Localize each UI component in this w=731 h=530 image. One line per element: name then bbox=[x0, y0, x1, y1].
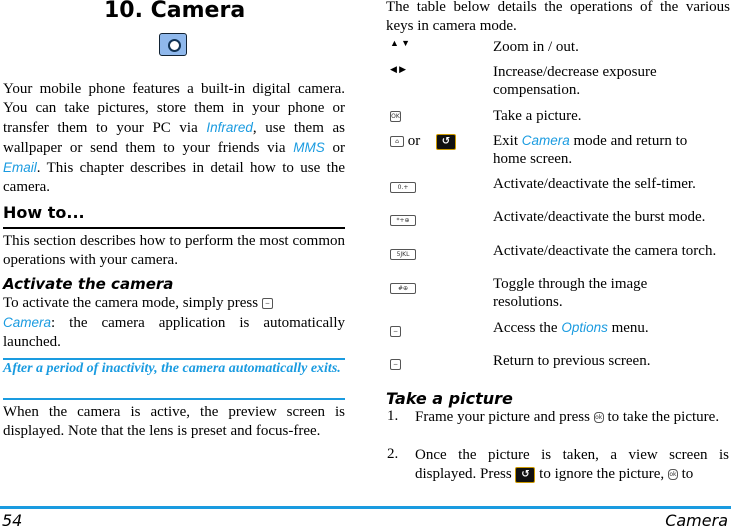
take-picture-heading: Take a picture bbox=[386, 389, 513, 408]
key-desc: Return to previous screen. bbox=[493, 353, 651, 369]
end-key-icon: ⌂ bbox=[390, 136, 404, 147]
left-softkey-icon: − bbox=[390, 326, 401, 337]
key-desc: Take a picture. bbox=[493, 108, 582, 124]
table-intro: The table below details the operations of the various keys in camera mode. bbox=[386, 0, 730, 34]
up-down-keys: ▲ ▼ bbox=[390, 38, 411, 48]
key-hash-icon: #⊕ bbox=[390, 283, 416, 294]
activate-text: To activate the camera mode, simply press − Camera: the camera application is automatically launched. bbox=[3, 295, 345, 350]
camera-icon bbox=[159, 33, 187, 56]
key-0-icon: 0.+ bbox=[390, 182, 416, 193]
key-desc: Exit Camera mode and return to home screen. bbox=[493, 133, 688, 167]
softkey-icon: − bbox=[262, 298, 273, 309]
intro-paragraph: Your mobile phone features a built-in digital camera. You can take pictures, store them in your phone or transfer them to your PC via Infrared, use them as wallpaper or send them to your friends via MMS or Email. This chapter describes in detail how to use the camera. bbox=[3, 81, 346, 195]
key-desc: Toggle through the image resolutions. bbox=[493, 276, 648, 310]
key-desc: Activate/deactivate the self-timer. bbox=[493, 176, 696, 192]
back-key-icon: ↺ bbox=[436, 134, 456, 150]
key-desc: Increase/decrease exposure compensation. bbox=[493, 64, 657, 98]
activate-heading: Activate the camera bbox=[3, 275, 174, 293]
ok-key-icon: ok bbox=[669, 471, 677, 479]
mms-link[interactable]: MMS bbox=[293, 140, 325, 155]
note: After a period of inactivity, the camera automatically exits. bbox=[3, 361, 341, 376]
footer-rule bbox=[0, 506, 731, 509]
divider bbox=[3, 227, 345, 229]
chapter-title: 10. Camera bbox=[104, 0, 246, 23]
camera-link[interactable]: Camera bbox=[3, 315, 52, 330]
note-rule-bottom bbox=[3, 398, 345, 400]
infrared-link[interactable]: Infrared bbox=[206, 120, 253, 135]
key-5-icon: 5JKL bbox=[390, 249, 416, 260]
key-desc: Access the Options menu. bbox=[493, 320, 649, 336]
step-2: Once the picture is taken, a view screen is displayed. Press ↺ to ignore the picture, ok to bbox=[415, 447, 729, 482]
footer-section: Camera bbox=[665, 511, 728, 530]
ok-key-icon: OK bbox=[391, 113, 400, 121]
key-desc: Zoom in / out. bbox=[493, 39, 579, 55]
key-desc: Activate/deactivate the camera torch. bbox=[493, 243, 717, 259]
step-2-number: 2. bbox=[387, 446, 399, 462]
right-softkey-icon: − bbox=[390, 359, 401, 370]
key-desc: Activate/deactivate the burst mode. bbox=[493, 209, 706, 225]
step-1-number: 1. bbox=[387, 408, 399, 424]
left-right-keys: ◀ ▶ bbox=[390, 64, 407, 74]
options-link[interactable]: Options bbox=[561, 320, 608, 335]
step-1: Frame your picture and press ok to take the picture. bbox=[415, 409, 720, 425]
or-label: or bbox=[407, 133, 421, 149]
email-link[interactable]: Email bbox=[3, 160, 37, 175]
howto-heading: How to... bbox=[3, 203, 85, 222]
active-text: When the camera is active, the preview screen is displayed. Note that the lens is preset and focus-free. bbox=[3, 404, 345, 439]
howto-text: This section describes how to perform the most common operations with your camera. bbox=[3, 233, 345, 268]
key-star-icon: *+⊕ bbox=[390, 215, 416, 226]
camera-link[interactable]: Camera bbox=[521, 133, 570, 148]
back-key-icon: ↺ bbox=[515, 467, 535, 483]
page-number: 54 bbox=[2, 511, 23, 530]
